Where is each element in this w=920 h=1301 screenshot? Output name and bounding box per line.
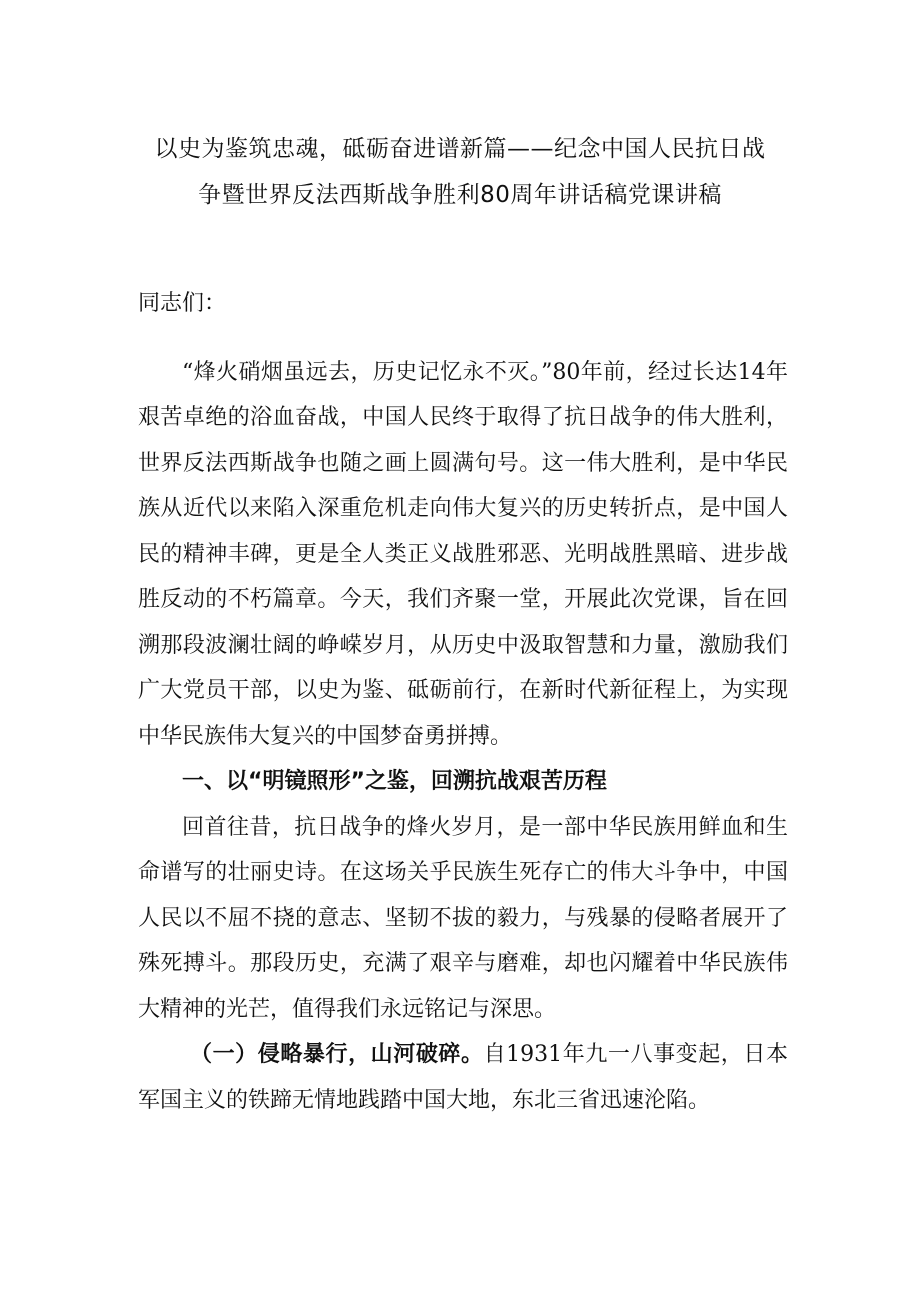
- paragraph-section-1: 回首往昔，抗日战争的烽火岁月，是一部中华民族用鲜血和生命谱写的壮丽史诗。在这场关乎民族生死存亡的伟大斗争中，中国人民以不屈不挠的意志、坚韧不拔的毅力，与残暴的侵略者展开了殊死搏斗。那段历史，充满了艰辛与磨难，却也闪耀着中华民族伟大精神的光芒，值得我们永远铭记与深思。: [138, 814, 788, 1022]
- document-title: [110, 126, 810, 218]
- section-heading-1: 一、以“明镜照形”之鉴，回溯抗战艰苦历程: [182, 769, 607, 794]
- subheading-1: （一）侵略暴行，山河破碎。: [190, 1042, 484, 1067]
- paragraph-intro: “烽火硝烟虽远去，历史记忆永不灭。”80年前，经过长达14年艰苦卓绝的浴血奋战，中国人民终于取得了抗日战争的伟大胜利，世界反法西斯战争也随之画上圆满句号。这一伟大胜利，是中华民族从近代以来陷入深重危机走向伟大复兴的历史转折点，是中国人民的精神丰碑，更是全人类正义战胜邪恶、光明战胜黑暗、进步战胜反动的不朽篇章。今天，我们齐聚一堂，开展此次党课，旨在回溯那段波澜壮阔的峥嵘岁月，从历史中汲取智慧和力量，激励我们广大党员干部，以史为鉴、砥砺前行，在新时代新征程上，为实现中华民族伟大复兴的中国梦奋勇拼搏。: [138, 359, 788, 749]
- subsection-1-text: 自1931年九一八事变起，日本军国主义的铁蹄无情地践踏中国大地，东北三省迅速沦陷。: [138, 1042, 788, 1113]
- paragraph-subsection-1: [138, 1032, 788, 1123]
- title-line-2: 争暨世界反法西斯战争胜利80周年讲话稿党课讲稿: [198, 182, 722, 208]
- document-body: [138, 281, 788, 1123]
- title-line-1: 以史为鉴筑忠魂，砥砺奋进谱新篇——纪念中国人民抗日战: [154, 136, 766, 162]
- salutation: 同志们：: [138, 291, 227, 316]
